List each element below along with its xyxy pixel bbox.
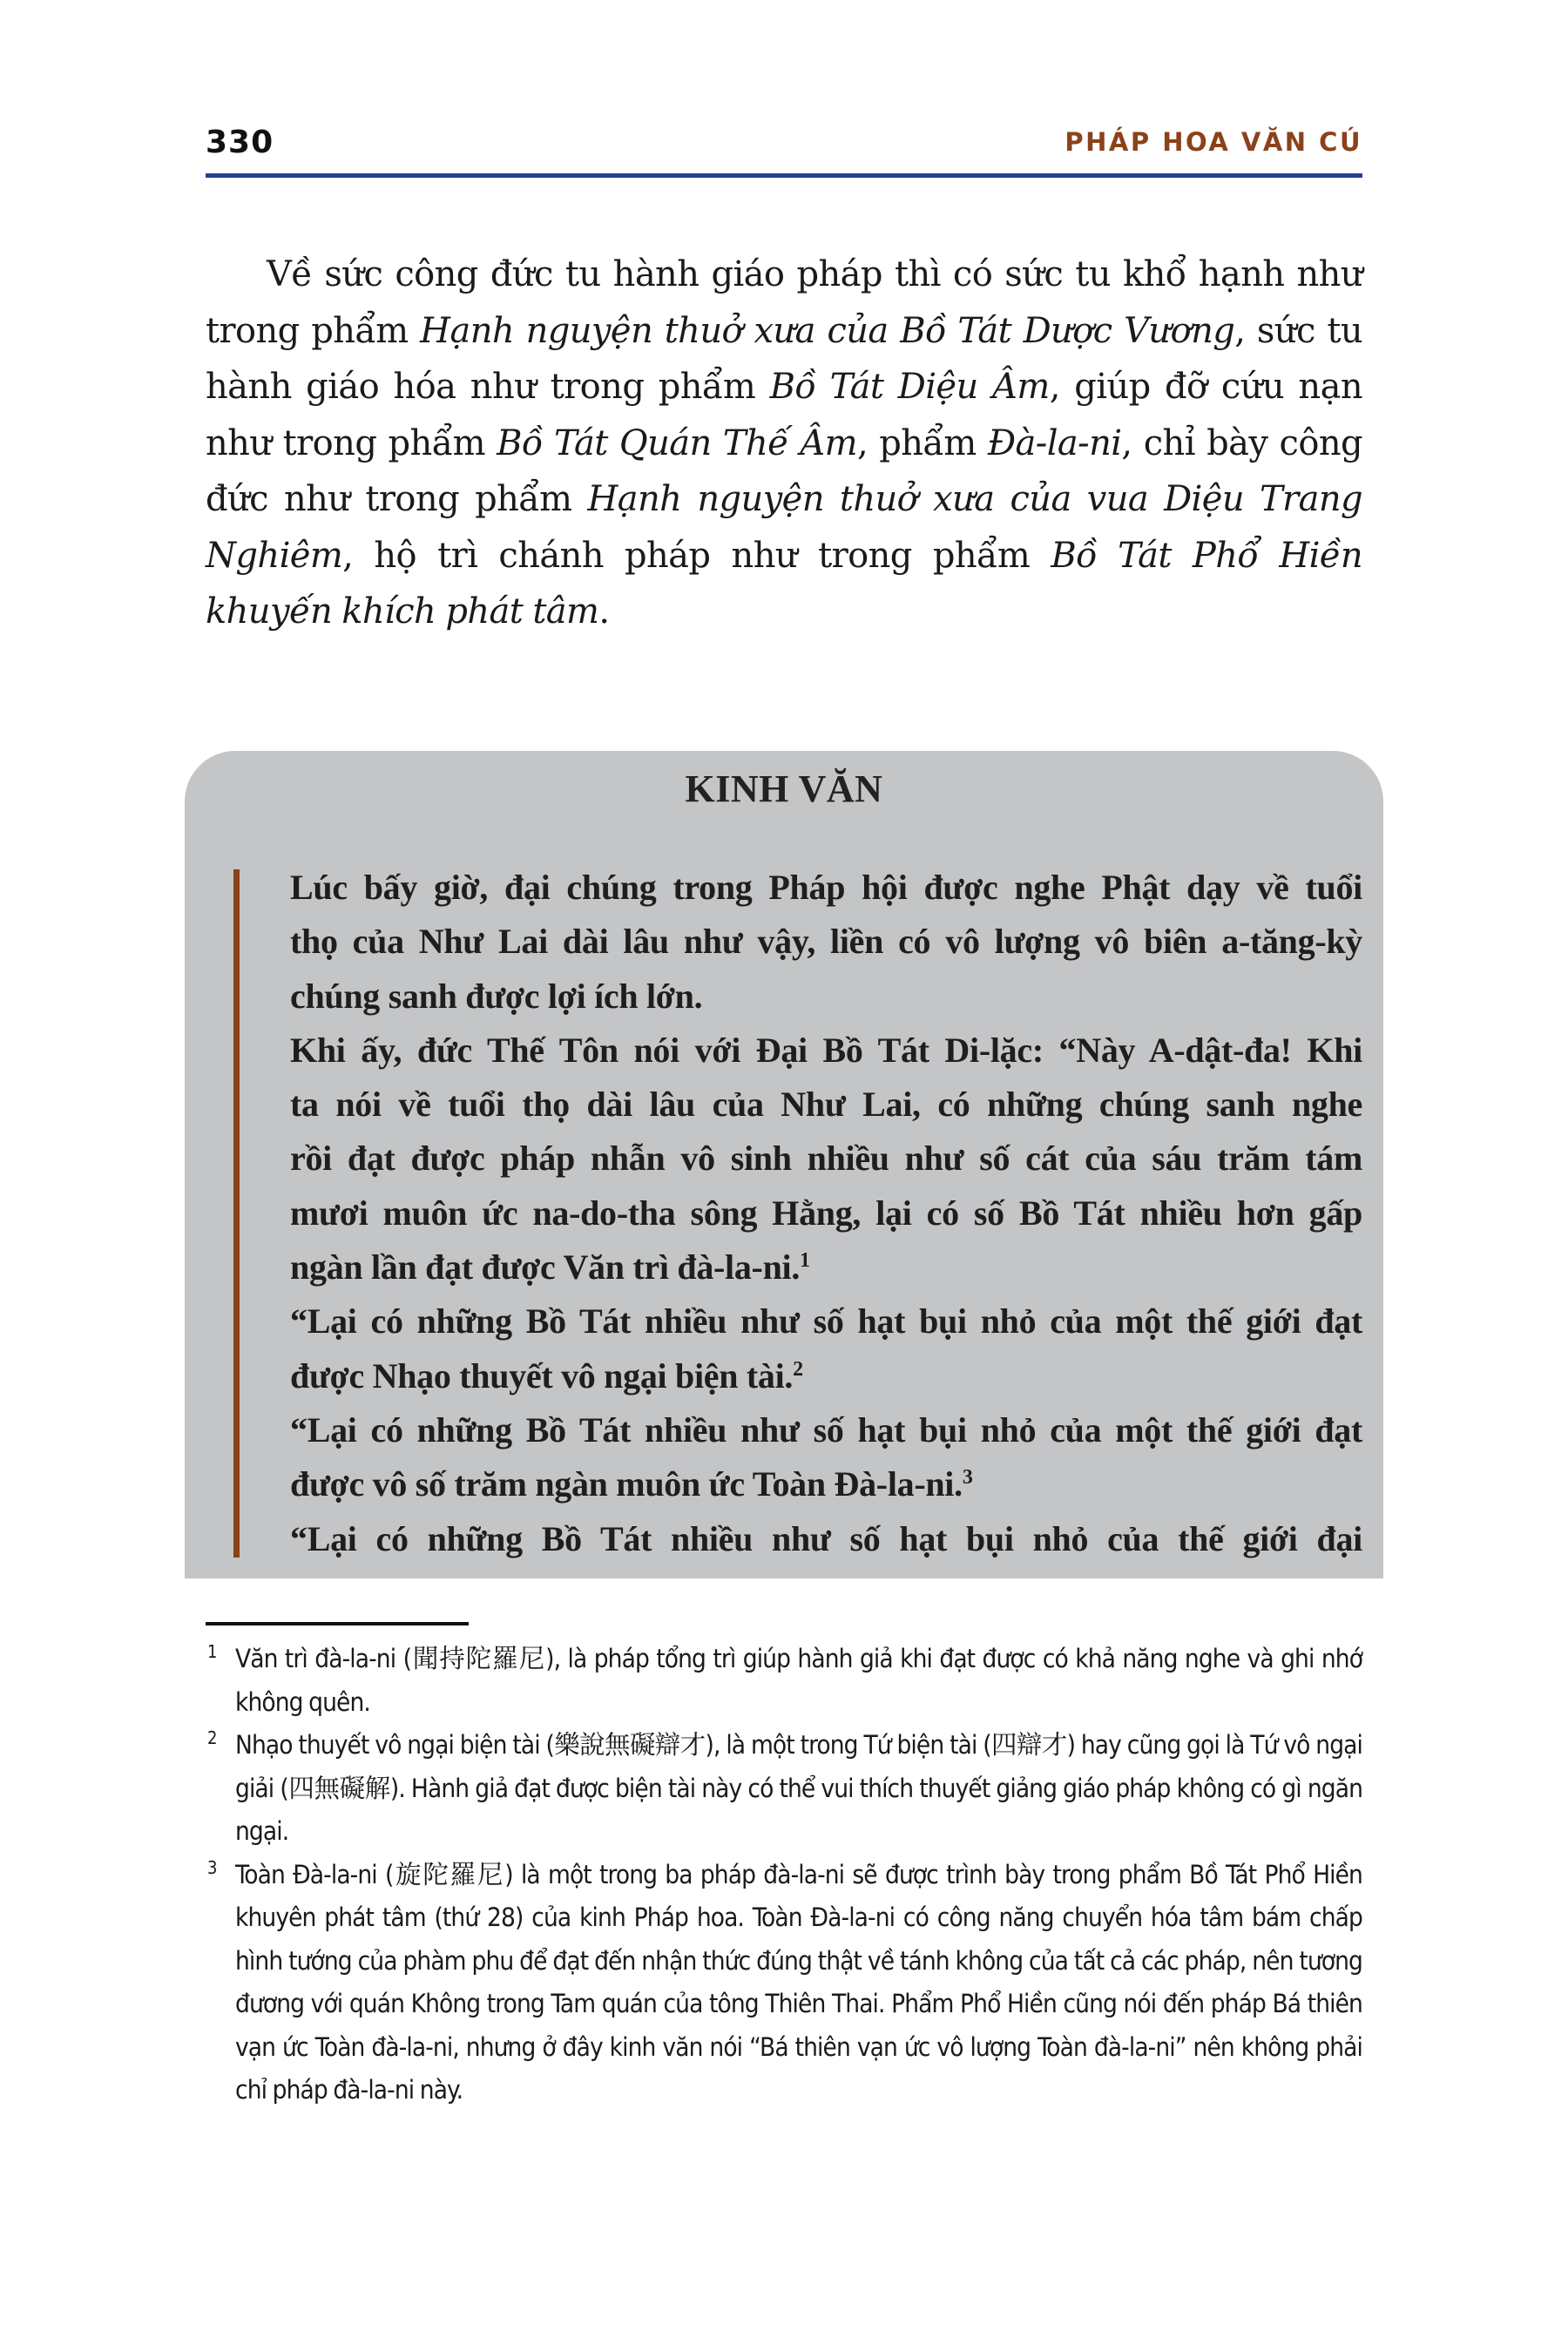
sutra-line-text: được vô số trăm ngàn muôn ức Toàn Đà-la-ni. — [290, 1464, 963, 1504]
sutra-line — [290, 1349, 1362, 1403]
footnote-text: Toàn Đà-la-ni (旋陀羅尼) là một trong ba pháp đà-la-ni sẽ được trình bày trong phẩm Bồ Tát Phổ Hiền khuyên phát tâm (thứ 28) của kinh Pháp hoa. Toàn Đà-la-ni có công năng chuyển hóa tâm bám chấp hình tướng của phàm phu để đạt đến nhận thức đúng thật về tánh không của tất cả các pháp, nên tương đương với quán Không trong Tam quán của tông Thiên Thai. Phẩm Phổ Hiền cũng nói đến pháp Bá thiên vạn ức Toàn đà-la-ni, nhưng ở đây kinh văn nói “Bá thiên vạn ức vô lượng Toàn đà-la-ni” nên không phải chỉ pháp đà-la-ni này. — [235, 1859, 1362, 2105]
footnote-number: 2 — [207, 1727, 217, 1748]
seg: , sức tu hành giáo hóa như trong phẩm — [206, 310, 1362, 407]
sutra-text — [290, 861, 1362, 1566]
seg-italic: Bồ Tát Quán Thế Âm — [497, 422, 857, 463]
sutra-line-text: Lúc bấy giờ, đại chúng trong Pháp hội được nghe Phật dạy về tuổi — [290, 868, 1362, 907]
sutra-line — [290, 1294, 1362, 1348]
footnote-rule — [206, 1622, 469, 1625]
running-title: PHÁP HOA VĂN CÚ — [1064, 127, 1362, 157]
footnote-ref[interactable]: 1 — [800, 1249, 810, 1273]
seg-italic: Hạnh nguyện thuở xưa của vua Diệu Trang Nghiêm — [206, 479, 1362, 576]
seg: . — [598, 591, 610, 632]
seg: , hộ trì chánh pháp như trong phẩm — [342, 535, 1051, 576]
seg-italic: Bồ Tát Phổ Hiền khuyến khích phát tâm — [206, 535, 1362, 632]
seg: Về sức công đức tu hành giáo pháp thì có sức tu khổ hạnh như trong phẩm — [206, 254, 1362, 351]
sutra-line-text: ngàn lần đạt được Văn trì đà-la-ni. — [290, 1247, 801, 1288]
sutra-line-text: ta nói về tuổi thọ dài lâu của Như Lai, có những chúng sanh nghe — [290, 1085, 1362, 1125]
body-paragraph — [206, 247, 1362, 640]
sutra-line-text: Khi ấy, đức Thế Tôn nói với Đại Bồ Tát Di-lặc: “Này A-dật-đa! Khi — [290, 1030, 1362, 1070]
sutra-line-text: chúng sanh được lợi ích lớn. — [290, 976, 703, 1016]
sutra-line — [290, 1132, 1362, 1186]
sutra-line — [290, 1024, 1362, 1078]
footnote — [206, 1638, 1362, 1724]
sutra-line-text: “Lại có những Bồ Tát nhiều như số hạt bụi nhỏ của thế giới đại — [290, 1518, 1362, 1558]
sutra-line-text: mươi muôn ức na-do-tha sông Hằng, lại có số Bồ Tát nhiều hơn gấp — [290, 1193, 1362, 1233]
sutra-line — [290, 970, 1362, 1024]
footnote-text: Nhạo thuyết vô ngại biện tài (樂說無礙辯才), là một trong Tứ biện tài (四辯才) hay cũng gọi là Tứ vô ngại giải (四無礙解). Hành giả đạt được biện tài này có thể vui thích thuyết giảng giáo pháp không có gì ngăn ngại. — [235, 1730, 1362, 1846]
seg-italic: Đà-la-ni — [987, 422, 1122, 463]
footnote — [206, 1724, 1362, 1854]
footnote — [206, 1854, 1362, 2112]
sutra-line-text: rồi đạt được pháp nhẫn vô sinh nhiều như số cát của sáu trăm tám — [290, 1139, 1362, 1179]
sutra-accent-bar — [233, 869, 240, 1558]
sutra-line-text: thọ của Như Lai dài lâu như vậy, liền có vô lượng vô biên a-tăng-kỳ — [290, 922, 1362, 962]
sutra-line-text: được Nhạo thuyết vô ngại biện tài. — [290, 1355, 794, 1396]
sutra-title: KINH VĂN — [685, 767, 883, 810]
footnotes — [206, 1638, 1362, 2112]
sutra-line — [290, 1512, 1362, 1566]
footnote-ref[interactable]: 2 — [793, 1357, 803, 1381]
seg: , chỉ bày công đức như trong phẩm — [206, 422, 1362, 519]
sutra-line-text: “Lại có những Bồ Tát nhiều như số hạt bụi nhỏ của một thế giới đạt — [290, 1301, 1362, 1342]
sutra-line — [290, 1240, 1362, 1294]
header-rule — [206, 173, 1362, 178]
sutra-line — [290, 1403, 1362, 1457]
seg-italic: Bồ Tát Diệu Âm — [769, 367, 1050, 407]
sutra-line — [290, 915, 1362, 969]
sutra-line — [290, 1457, 1362, 1511]
seg: , phẩm — [856, 422, 988, 463]
footnote-number: 3 — [207, 1856, 217, 1878]
footnote-number: 1 — [207, 1641, 217, 1662]
footnote-text: Văn trì đà-la-ni (聞持陀羅尼), là pháp tổng trì giúp hành giả khi đạt được có khả năng nghe và ghi nhớ không quên. — [235, 1644, 1362, 1717]
sutra-line — [290, 1078, 1362, 1132]
sutra-line-text: “Lại có những Bồ Tát nhiều như số hạt bụi nhỏ của một thế giới đạt — [290, 1409, 1362, 1450]
sutra-line — [290, 1186, 1362, 1240]
seg: , giúp đỡ cứu nạn như trong phẩm — [206, 367, 1362, 463]
page-number: 330 — [206, 125, 274, 160]
sutra-line — [290, 861, 1362, 915]
seg-italic: Hạnh nguyện thuở xưa của Bồ Tát Dược Vương — [420, 310, 1235, 351]
footnote-ref[interactable]: 3 — [962, 1466, 973, 1490]
